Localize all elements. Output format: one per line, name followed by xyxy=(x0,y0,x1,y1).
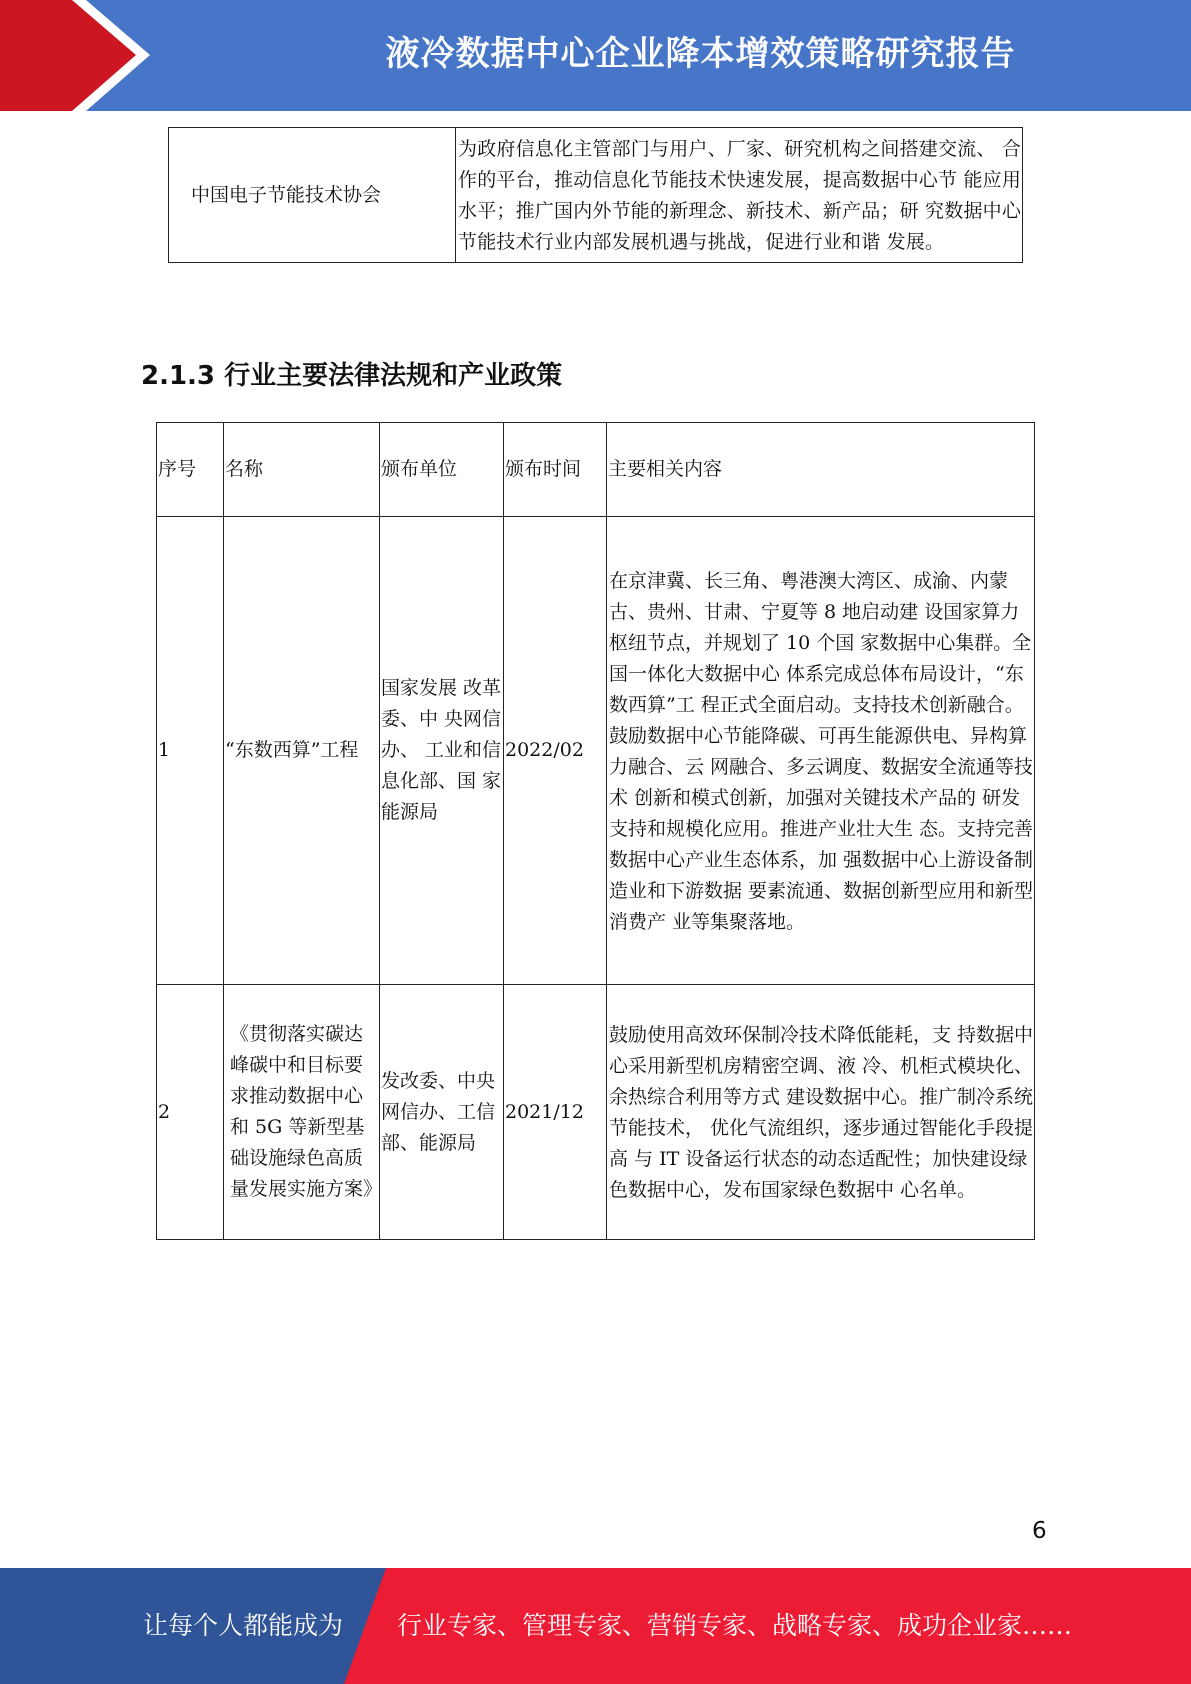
row-content: 鼓励使用高效环保制冷技术降低能耗，支 持数据中心采用新型机房精密空调、液 冷、机柜式模块化、余热综合利用等方式 建设数据中心。推广制冷系统节能技术， 优化气流组织，逐步通过智能化手段提高 与 IT 设备运行状态的动态适配性；加快建设绿色数据中心，发布国家绿色数据中 心名单。 xyxy=(607,985,1035,1240)
row-content: 在京津冀、长三角、粤港澳大湾区、成渝、内蒙古、贵州、甘肃、宁夏等 8 地启动建 设国家算力枢纽节点，并规划了 10 个国 家数据中心集群。全国一体化大数据中心 体系完成总体布局设计，“东数西算”工 程正式全面启动。支持技术创新融合。鼓励数据中心节能降碳、可再生能源供电、异构算力融合、云 网融合、多云调度、数据安全流通等技术 创新和模式创新，加强对关键技术产品的 研发支持和规模化应用。推进产业壮大生 态。支持完善数据中心产业生态体系，加 强数据中心上游设备制造业和下游数据 要素流通、数据创新型应用和新型消费产 业等集聚落地。 xyxy=(607,517,1035,985)
description-line: 水平；推广国内外节能的新理念、新技术、新产品；研 究数据中心 xyxy=(458,200,1022,222)
description-line: 为政府信息化主管部门与用户、厂家、研究机构之间搭建交流、 合 xyxy=(458,138,1022,160)
table-header-row xyxy=(157,423,1035,517)
row-date: 2021/12 xyxy=(504,985,607,1240)
description-line: 作的平台，推动信息化节能技术快速发展，提高数据中心节 能应用 xyxy=(458,169,1022,191)
report-title: 液冷数据中心企业降本增效策略研究报告 xyxy=(385,34,1016,74)
header-seq: 序号 xyxy=(157,423,224,517)
report-header xyxy=(0,0,1191,111)
page-number: 6 xyxy=(1032,1518,1047,1544)
header-chevron-icon xyxy=(0,0,136,111)
header-content: 主要相关内容 xyxy=(607,423,1035,517)
row-issuer: 国家发展 改革委、中 央网信办、 工业和信 息化部、国 家能源局 xyxy=(380,517,504,985)
header-issuer: 颁布单位 xyxy=(380,423,504,517)
header-date: 颁布时间 xyxy=(504,423,607,517)
association-table xyxy=(168,127,1023,263)
section-heading: 2.1.3 行业主要法律法规和产业政策 xyxy=(141,361,563,391)
association-description xyxy=(456,128,1023,263)
header-name: 名称 xyxy=(224,423,380,517)
table-row xyxy=(157,985,1035,1240)
row-seq: 1 xyxy=(157,517,224,985)
report-footer xyxy=(0,1568,1191,1684)
description-line: 节能技术行业内部发展机遇与挑战，促进行业和谐 发展。 xyxy=(458,231,945,253)
footer-slogan-right: 行业专家、管理专家、营销专家、战略专家、成功企业家…… xyxy=(397,1611,1073,1640)
row-seq: 2 xyxy=(157,985,224,1240)
row-date: 2022/02 xyxy=(504,517,607,985)
footer-slogan-left: 让每个人都能成为 xyxy=(143,1611,344,1640)
row-name: 《贯彻落实碳达峰碳中和目标要求推动数据中心和 5G 等新型基础设施绿色高质量发展实施方案》 xyxy=(224,985,380,1240)
association-name: 中国电子节能技术协会 xyxy=(169,128,456,263)
table-row xyxy=(157,517,1035,985)
table-row xyxy=(169,128,1023,263)
policy-table xyxy=(156,422,1035,1240)
row-name: “东数西算”工程 xyxy=(224,517,380,985)
row-issuer: 发改委、中央网信办、工信部、能源局 xyxy=(380,985,504,1240)
